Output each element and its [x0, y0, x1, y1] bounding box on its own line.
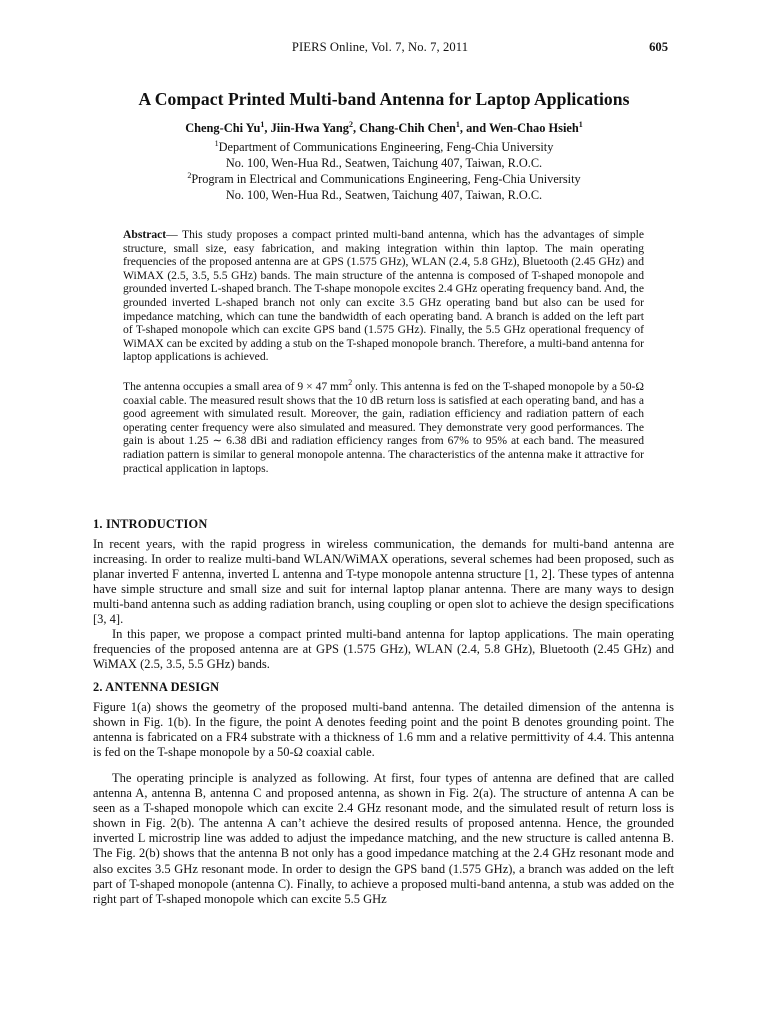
superscript: 2: [348, 378, 353, 387]
author-affiliation-mark: 1: [455, 120, 460, 129]
author-name: Jiin-Hwa Yang: [270, 121, 349, 135]
affiliation-1-line-2: No. 100, Wen-Hua Rd., Seatwen, Taichung 407, Taiwan, R.O.C.: [225, 156, 543, 170]
intro-paragraph-1: In recent years, with the rapid progress in wireless communication, the demands for multi-band antenna are increasing. In order to realize multi-band WLAN/WiMAX operations, several schemes had been proposed, such as planar inverted F antenna, inverted L antenna and T-type monopole antenna structure [1, 2]. These types of antenna have simple structure and small size and suit for internal laptop planar antenna. There are many ways to design multi-band antenna such as adding radiation branch, using coupling or open slot to achieve the design specifications [3, 4].: [93, 537, 674, 627]
abstract-paragraph-1: [123, 228, 644, 364]
journal-citation: PIERS Online, Vol. 7, No. 7, 2011: [291, 40, 469, 54]
author-affiliation-mark: 1: [578, 120, 583, 129]
design-paragraph-2: The operating principle is analyzed as following. At first, four types of antenna are defined that are called antenna A, antenna B, antenna C and proposed antenna, as shown in Fig. 2(a). The structure of antenna A can be seen as a T-shaped monopole which can excite 2.4 GHz resonant mode, and the simulated result of return loss is shown in Fig. 2(b). The antenna A can’t achieve the desired results of proposed antenna. Hence, the grounded inverted L microstrip line was added to adjust the impedance matching, and the new structure is called antenna B. The Fig. 2(b) shows that the antenna B not only has a good impedance matching at the 2.4 GHz resonant mode and also excites 3.5 GHz resonant mode. In order to design the GPS band (1.575 GHz), a branch was added on the left part of T-shaped monopole (antenna C). Finally, to achieve a proposed multi-band antenna, a stub was added on the right part of T-shaped monopole which can excite 5.5 GHz: [93, 771, 674, 906]
author-affiliation-mark: 1: [260, 120, 265, 129]
affiliation-mark: 2: [187, 171, 192, 180]
author-affiliation-mark: 2: [348, 120, 353, 129]
section-heading-introduction: 1. INTRODUCTION: [93, 517, 208, 531]
abstract-text: The antenna occupies a small area of 9 × 47 mm: [123, 380, 349, 393]
author-separator: ,: [352, 121, 360, 135]
intro-paragraph-2: In this paper, we propose a compact printed multi-band antenna for laptop applications. The main operating frequencies of the proposed antenna are at GPS (1.575 GHz), WLAN (2.4, 5.8 GHz), Bluetooth (2.45 GHz) and WiMAX (2.5, 3.5, 5.5 GHz) bands.: [93, 627, 674, 672]
affiliation-text: Department of Communications Engineering, Feng-Chia University: [218, 140, 554, 154]
running-head: [92, 40, 668, 56]
author-name: Chang-Chih Chen: [359, 121, 456, 135]
affiliation-2-line-2: No. 100, Wen-Hua Rd., Seatwen, Taichung 407, Taiwan, R.O.C.: [225, 188, 543, 202]
affiliation-1-line-1: [70, 140, 698, 155]
design-paragraph-1: Figure 1(a) shows the geometry of the proposed multi-band antenna. The detailed dimension of the antenna is shown in Fig. 1(b). In the figure, the point A denotes feeding point and the point B denotes grounding point. The antenna is fabricated on a FR4 substrate with a thickness of 1.6 mm and a relative permittivity of 4.4. This antenna is fed on the T-shape monopole by a 50-Ω coaxial cable.: [93, 700, 674, 760]
abstract-dash: —: [166, 228, 182, 241]
affiliation-mark: 1: [214, 139, 219, 148]
section-heading-antenna-design: 2. ANTENNA DESIGN: [93, 680, 220, 694]
abstract-label: Abstract: [123, 228, 167, 241]
abstract-text: only. This antenna is fed on the T-shaped monopole by a 50-Ω coaxial cable. The measured result shows that the 10 dB return loss is satisfied at each operating band, and has a good agreement with simulated result. Moreover, the gain, radiation efficiency and radiation pattern of each operating center frequency were also simulated and measured. They demonstrate very good performances. The gain is about 1.25 ∼ 6.38 dBi and radiation efficiency ranges from 67% to 95% at each band. The measured radiation pattern is similar to general monopole antenna. The characteristics of the antenna make it attractive for practical application in laptops.: [123, 380, 644, 475]
abstract-text: This study proposes a compact printed multi-band antenna, which has the advantages of simple structure, small size, easy fabrication, and making integration within thin laptop. The main operating frequencies of the proposed antenna are at GPS (1.575 GHz), WLAN (2.4, 5.8 GHz), Bluetooth (2.45 GHz) and WiMAX (2.5, 3.5, 5.5 GHz) bands. The main structure of the antenna is composed of T-shaped monopole and grounded inverted L-shaped branch. The T-shape monopole excites 2.4 GHz operating frequency band. And, the grounded inverted L-shaped branch not only can excite 3.5 GHz operating band but also can be used for impedance matching, which can tune the bandwidth of each operating band. A branch is added on the left part of T-shaped monopole which can excite GPS band (1.575 GHz). Finally, the 5.5 GHz operational frequency of WiMAX can be excited by adding a stub on the T-shaped monopole branch. Therefore, a multi-band antenna for laptop applications is achieved.: [123, 228, 644, 364]
page-number: 605: [649, 40, 668, 54]
author-list: [70, 121, 698, 136]
author-name: Cheng-Chi Yu: [185, 121, 261, 135]
affiliation-text: Program in Electrical and Communications Engineering, Feng-Chia University: [191, 172, 581, 186]
paper-title: A Compact Printed Multi-band Antenna for Laptop Applications: [138, 89, 630, 109]
abstract-paragraph-2: [123, 380, 644, 475]
author-separator: ,: [264, 121, 271, 135]
affiliation-2-line-1: [70, 172, 698, 187]
author-name: Wen-Chao Hsieh: [488, 121, 579, 135]
author-separator: , and: [459, 121, 489, 135]
